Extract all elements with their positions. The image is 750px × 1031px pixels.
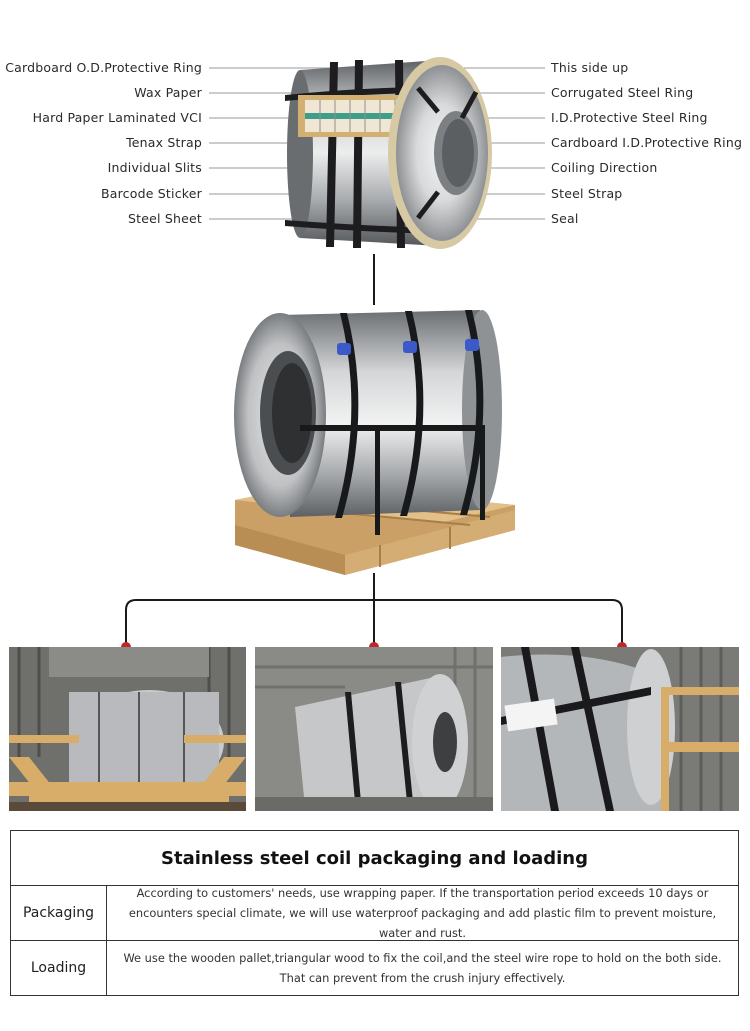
table-row-loading xyxy=(11,941,738,995)
label-seal: Seal xyxy=(551,211,579,226)
container-loading-photo-1 xyxy=(9,647,246,811)
label-steel-sheet: Steel Sheet xyxy=(127,211,202,226)
table-title: Stainless steel coil packaging and loading xyxy=(11,831,738,886)
pallet-coil xyxy=(234,310,502,535)
row-label-packaging: Packaging xyxy=(11,885,107,940)
table-row-packaging xyxy=(11,885,738,941)
label-cardboard-id-ring: Cardboard I.D.Protective Ring xyxy=(551,135,743,150)
container-loading-photo-2 xyxy=(255,647,493,811)
label-cardboard-od-ring: Cardboard O.D.Protective Ring xyxy=(5,60,202,75)
label-individual-slits: Individual Slits xyxy=(107,160,202,175)
row-text-packaging: According to customers' needs, use wrapping paper. If the transportation period exceeds 10 days or encounters special climate, we will use waterproof packaging and add plastic film to prevent moisture, water and rust. xyxy=(128,885,717,940)
coil-packaging-diagram xyxy=(0,0,750,260)
label-hard-paper-vci: Hard Paper Laminated VCI xyxy=(32,110,202,125)
row-label-loading: Loading xyxy=(11,941,107,995)
label-id-protective-steel-ring: I.D.Protective Steel Ring xyxy=(551,110,708,125)
label-tenax-strap: Tenax Strap xyxy=(126,135,202,150)
tree-connector xyxy=(126,573,622,645)
container-loading-photo-3 xyxy=(501,647,739,811)
label-coiling-direction: Coiling Direction xyxy=(551,160,658,175)
row-text-loading: We use the wooden pallet,triangular wood to fix the coil,and the steel wire rope to hold on the both side. That can prevent from the crush injury effectively. xyxy=(123,951,722,985)
label-corrugated-steel-ring: Corrugated Steel Ring xyxy=(551,85,694,100)
exploded-coil xyxy=(285,57,492,249)
label-barcode-sticker: Barcode Sticker xyxy=(100,186,202,201)
coil-on-pallet-image xyxy=(0,255,750,655)
label-wax-paper: Wax Paper xyxy=(134,85,202,100)
label-steel-strap: Steel Strap xyxy=(551,186,623,201)
label-this-side-up: This side up xyxy=(551,60,629,75)
packaging-loading-table xyxy=(10,830,739,996)
